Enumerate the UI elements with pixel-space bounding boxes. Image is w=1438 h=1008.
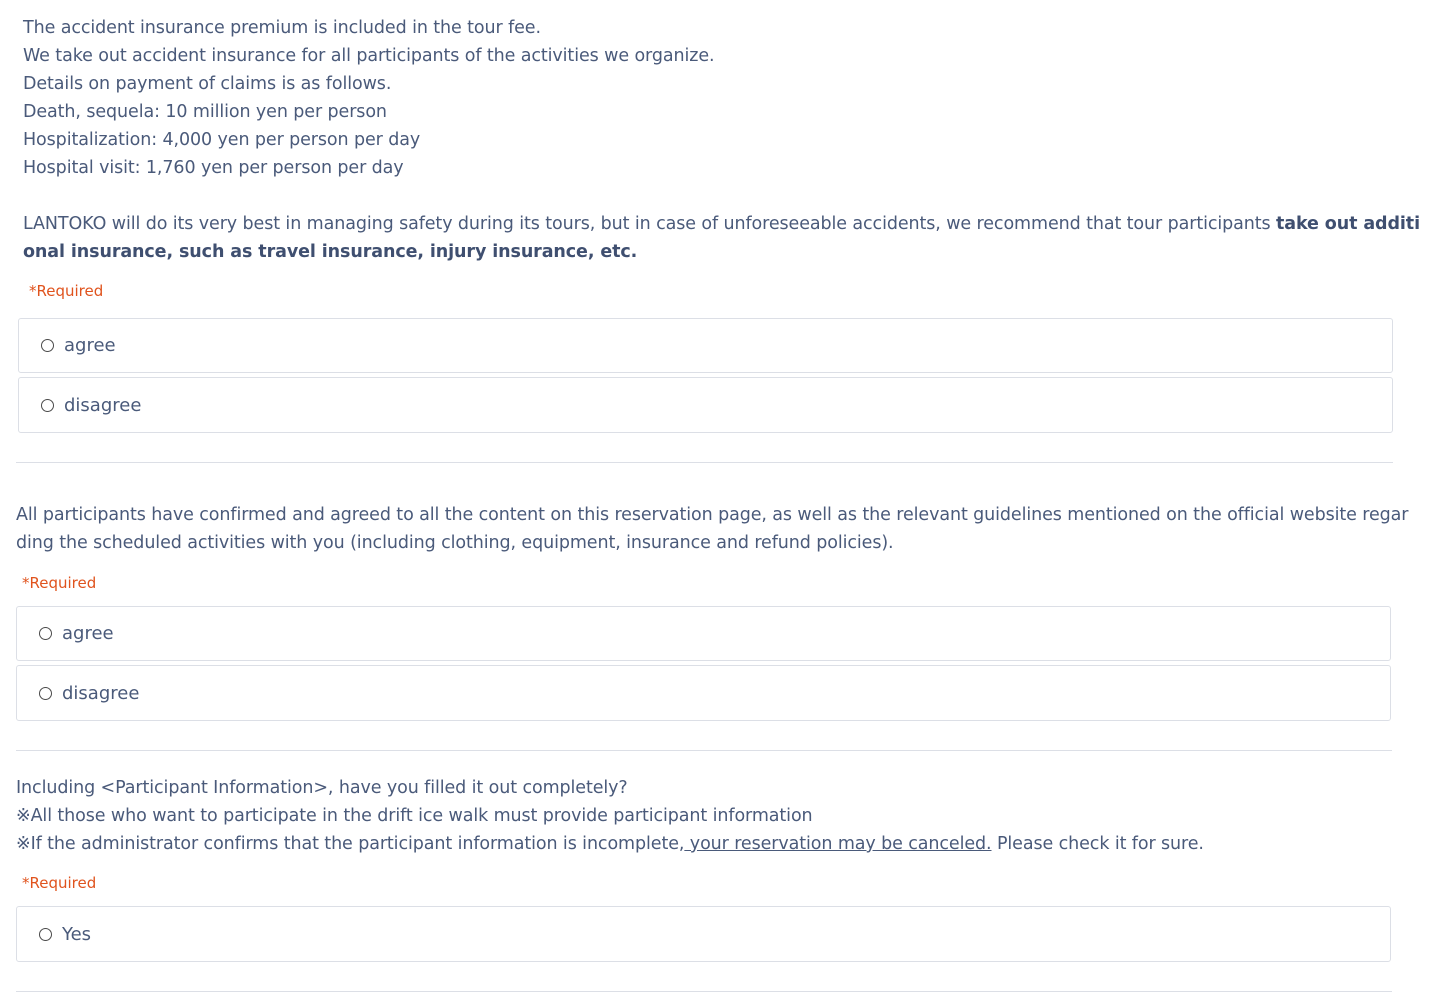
option-disagree-confirm[interactable] — [16, 665, 1391, 721]
confirm-line: ding the scheduled activities with you (including clothing, equipment, insurance and refund policies). — [16, 533, 894, 553]
option-disagree-insurance[interactable] — [18, 377, 1393, 433]
insurance-line: The accident insurance premium is included in the tour fee. — [23, 18, 541, 38]
recommend-line-2: onal insurance, such as travel insurance, injury insurance, etc. — [23, 242, 638, 262]
line-end: Please check it for sure. — [991, 834, 1204, 854]
required-label: *Required — [22, 574, 97, 592]
option-agree-confirm[interactable] — [16, 606, 1391, 661]
divider — [16, 991, 1392, 992]
option-yes[interactable] — [16, 906, 1391, 962]
required-label: *Required — [29, 282, 104, 300]
option-label: disagree — [64, 394, 142, 416]
cancel-warning: your reservation may be canceled. — [684, 834, 992, 854]
option-label: disagree — [62, 682, 140, 704]
radio-icon[interactable] — [39, 687, 52, 700]
insurance-line: Details on payment of claims is as follows. — [23, 74, 392, 94]
recommend-line-1 — [23, 210, 1420, 238]
radio-icon[interactable] — [41, 399, 54, 412]
participant-info-line: Including <Participant Information>, have you filled it out completely? — [16, 778, 628, 798]
line-start: ※If the administrator confirms that the participant information is incomplete, — [16, 834, 685, 854]
participant-info-line — [16, 830, 1204, 858]
radio-icon[interactable] — [41, 339, 54, 352]
option-agree-insurance[interactable] — [18, 318, 1393, 373]
recommend-text: LANTOKO will do its very best in managing safety during its tours, but in case of unforeseeable accidents, we recommend that tour participants — [23, 214, 1276, 234]
insurance-line: Hospital visit: 1,760 yen per person per day — [23, 158, 404, 178]
divider — [16, 462, 1393, 463]
insurance-line: We take out accident insurance for all participants of the activities we organize. — [23, 46, 715, 66]
option-label: agree — [62, 623, 114, 644]
confirm-line: All participants have confirmed and agreed to all the content on this reservation page, as well as the relevant guidelines mentioned on the official website regar — [16, 505, 1409, 525]
option-label: Yes — [62, 923, 92, 945]
option-label: agree — [64, 335, 116, 356]
divider — [16, 750, 1392, 751]
radio-icon[interactable] — [39, 928, 52, 941]
insurance-line: Hospitalization: 4,000 yen per person per day — [23, 130, 421, 150]
required-label: *Required — [22, 874, 97, 892]
radio-icon[interactable] — [39, 627, 52, 640]
insurance-line: Death, sequela: 10 million yen per person — [23, 102, 387, 122]
participant-info-line: ※All those who want to participate in the drift ice walk must provide participant information — [16, 806, 813, 826]
recommend-bold: take out additi — [1276, 214, 1420, 234]
